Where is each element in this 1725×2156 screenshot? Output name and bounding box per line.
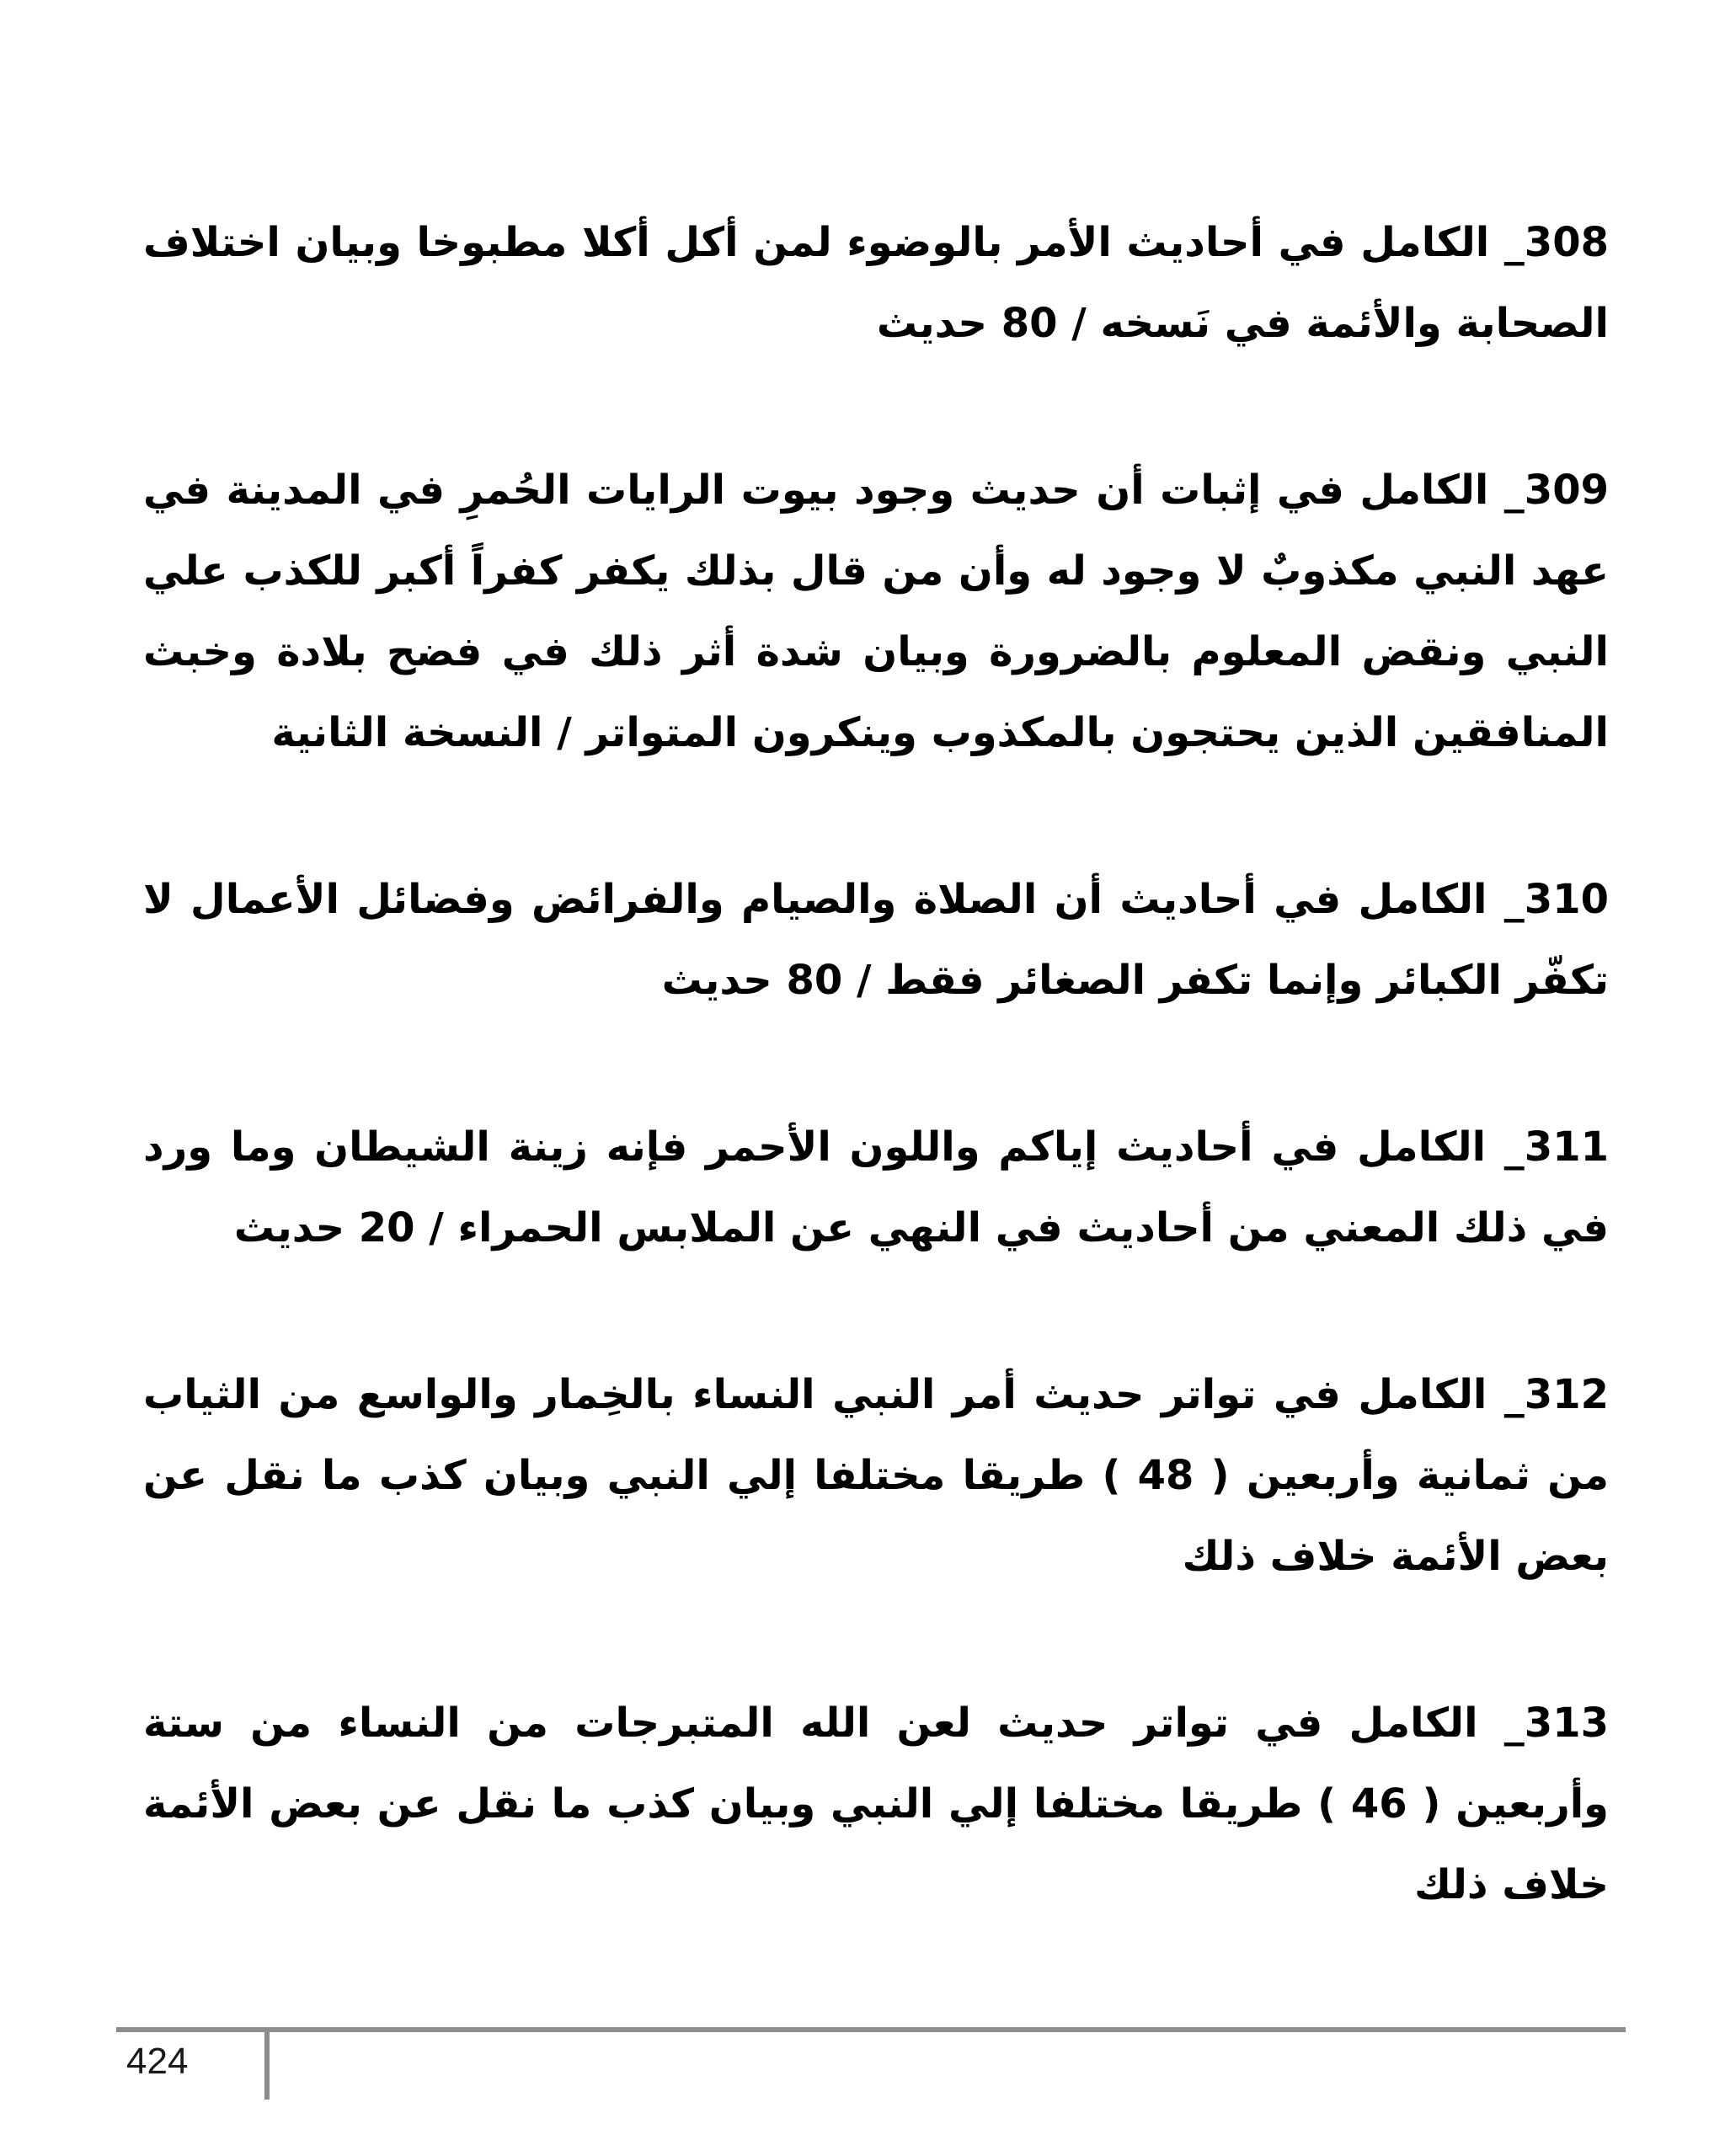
footer-rule <box>116 2027 1626 2032</box>
entry-310: 310_ الكامل في أحاديث أن الصلاة والصيام والفرائض وفضائل الأعمال لا تكفّر الكبائر وإنما تكفر الصغائر فقط / 80 حديث <box>143 876 1609 1004</box>
entry-309: 309_ الكامل في إثبات أن حديث وجود بيوت الرايات الحُمرِ في المدينة في عهد النبي مكذوبٌ لا وجود له وأن من قال بذلك يكفر كفراً أكبر للكذب علي النبي ونقض المعلوم بالضرورة وبيان شدة أثر ذلك في فضح بلادة وخبث المنافقين الذين يحتجون بالمكذوب وينكرون المتواتر / النسخة الثانية <box>143 467 1609 756</box>
entry-311: 311_ الكامل في أحاديث إياكم واللون الأحمر فإنه زينة الشيطان وما ورد في ذلك المعني من أحاديث في النهي عن الملابس الحمراء / 20 حديث <box>143 1123 1609 1251</box>
page-body <box>143 202 1609 2011</box>
page-number: 424 <box>126 2041 189 2082</box>
entry-313: 313_ الكامل في تواتر حديث لعن الله المتبرجات من النساء من ستة وأربعين ( 46 ) طريقا مختلفا إلي النبي وبيان كذب ما نقل عن بعض الأئمة خلاف ذلك <box>143 1700 1609 1908</box>
footer-divider <box>264 2027 270 2100</box>
entry-312: 312_ الكامل في تواتر حديث أمر النبي النساء بالخِمار والواسع من الثياب من ثمانية وأربعين ( 48 ) طريقا مختلفا إلي النبي وبيان كذب ما نقل عن بعض الأئمة خلاف ذلك <box>143 1371 1609 1580</box>
entry-308: 308_ الكامل في أحاديث الأمر بالوضوء لمن أكل أكلا مطبوخا وبيان اختلاف الصحابة والأئمة في نَسخه / 80 حديث <box>143 219 1609 347</box>
